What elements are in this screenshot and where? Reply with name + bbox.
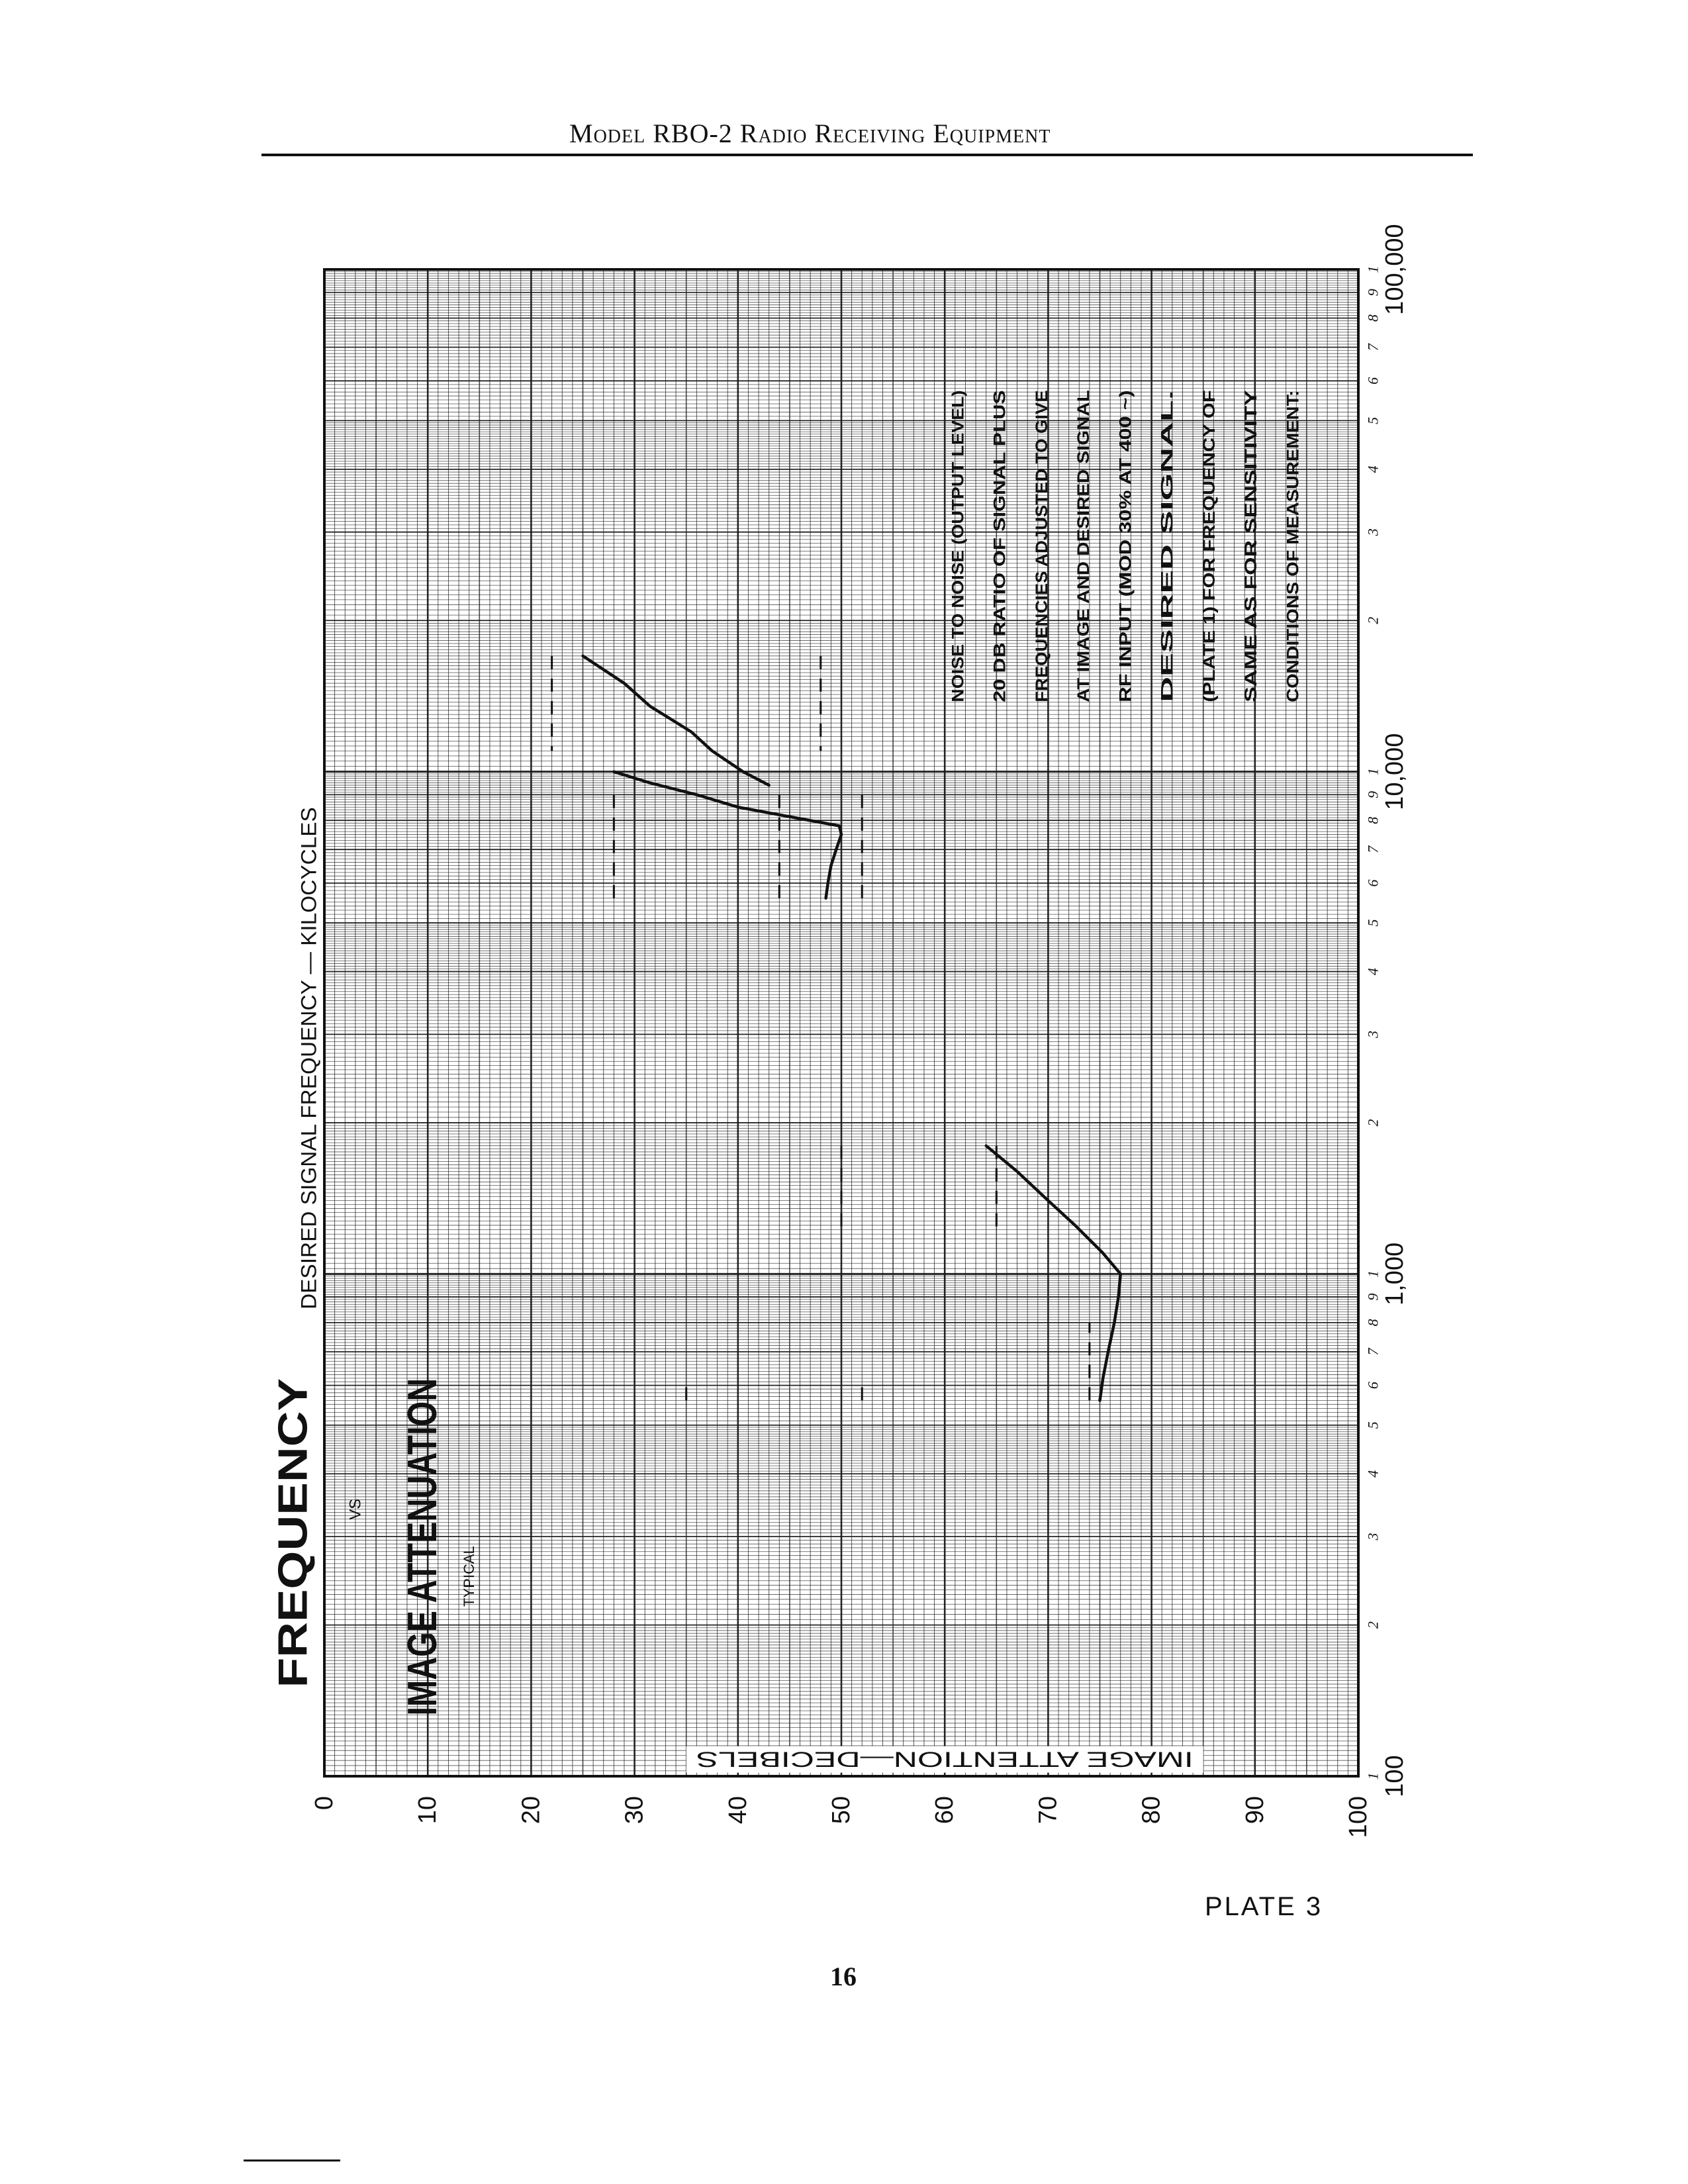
- y-tick-label: 20: [517, 1796, 545, 1825]
- y-tick-label: 80: [1137, 1796, 1166, 1825]
- x-minor-tick-label: 2: [1364, 616, 1382, 624]
- title-vs: VS: [346, 1498, 365, 1520]
- y-tick-label: 60: [931, 1796, 959, 1825]
- x-minor-tick-label: 6: [1364, 377, 1382, 385]
- y-tick-label: 90: [1241, 1796, 1269, 1825]
- notes-line: AT IMAGE AND DESIRED SIGNAL: [1074, 437, 1094, 702]
- y-tick-label: 10: [414, 1796, 442, 1825]
- x-minor-tick-label: 3: [1364, 528, 1382, 536]
- x-minor-tick-label: 8: [1364, 816, 1382, 824]
- x-minor-tick-label: 3: [1364, 1533, 1382, 1541]
- title-block: [270, 1283, 478, 1716]
- y-tick-label: 40: [724, 1796, 752, 1825]
- footer-rule: [244, 2160, 340, 2161]
- x-minor-tick-label: 1: [1364, 1270, 1382, 1278]
- chart-title-line2: FREQUENCY: [270, 1430, 316, 1688]
- notes-line: FREQUENCIES ADJUSTED TO GIVE: [1032, 418, 1051, 702]
- x-axis-label: DESIRED SIGNAL FREQUENCY — KILOCYCLES: [297, 828, 321, 1309]
- conditions-notes: [949, 390, 1302, 702]
- notes-line: 20 DB RATIO OF SIGNAL PLUS: [990, 457, 1009, 702]
- notes-line: (PLATE 1) FOR FREQUENCY OF: [1199, 449, 1219, 702]
- plate-label: PLATE 3: [1205, 1892, 1323, 1921]
- x-minor-tick-label: 5: [1364, 919, 1382, 927]
- x-minor-tick-label: 7: [1364, 845, 1382, 853]
- x-minor-tick-label: 9: [1364, 790, 1382, 798]
- y-tick-label: 0: [310, 1796, 338, 1811]
- y-tick-label: 50: [827, 1796, 855, 1825]
- x-minor-tick-label: 9: [1364, 1293, 1382, 1301]
- x-minor-tick-label: 1: [1364, 768, 1382, 776]
- notes-line: NOISE TO NOISE (OUTPUT LEVEL): [949, 426, 968, 702]
- x-minor-tick-label: 9: [1364, 289, 1382, 297]
- x-minor-tick-label: 4: [1364, 1470, 1382, 1478]
- x-minor-tick-label: 2: [1364, 1621, 1382, 1629]
- x-minor-tick-label: 4: [1364, 968, 1382, 976]
- x-minor-tick-label: 3: [1364, 1030, 1382, 1038]
- x-minor-tick-label: 5: [1364, 416, 1382, 424]
- y-axis-label: IMAGE ATTENTION—DECIBELS: [696, 1747, 1194, 1772]
- y-tick-label: 70: [1034, 1796, 1062, 1825]
- x-minor-tick-label: 6: [1364, 879, 1382, 887]
- x-decade-label: 10,000: [1381, 733, 1409, 810]
- page-number: 16: [830, 1962, 857, 1991]
- x-minor-tick-label: 1: [1364, 1772, 1382, 1780]
- x-minor-tick-label: 1: [1364, 265, 1382, 273]
- notes-line: CONDITIONS OF MEASUREMENT:: [1284, 432, 1303, 702]
- x-minor-tick-label: 8: [1364, 314, 1382, 322]
- running-head: Model RBO-2 Radio Receiving Equipment: [569, 119, 1051, 148]
- x-decade-label: 100: [1381, 1755, 1409, 1797]
- x-minor-tick-label: 7: [1364, 344, 1382, 352]
- notes-line: DESIRED SIGNAL.: [1158, 557, 1177, 702]
- y-tick-label: 30: [620, 1796, 649, 1825]
- x-decade-label: 1,000: [1381, 1242, 1409, 1306]
- x-minor-tick-label: 4: [1364, 465, 1382, 473]
- x-minor-tick-label: 2: [1364, 1119, 1382, 1127]
- y-tick-label: 100: [1344, 1796, 1372, 1838]
- x-decade-label: 100,000: [1381, 224, 1409, 315]
- x-minor-tick-label: 7: [1364, 1348, 1382, 1356]
- x-minor-tick-label: 6: [1364, 1382, 1382, 1390]
- x-minor-tick-label: 8: [1364, 1319, 1382, 1327]
- notes-line: SAME AS FOR SENSITIVITY: [1242, 482, 1261, 702]
- title-prefix: TYPICAL: [461, 1546, 478, 1607]
- notes-line: RF INPUT (MOD 30% AT 400 ~): [1116, 462, 1135, 702]
- x-minor-tick-label: 5: [1364, 1421, 1382, 1429]
- chart-title: IMAGE ATTENUATION: [399, 1283, 445, 1716]
